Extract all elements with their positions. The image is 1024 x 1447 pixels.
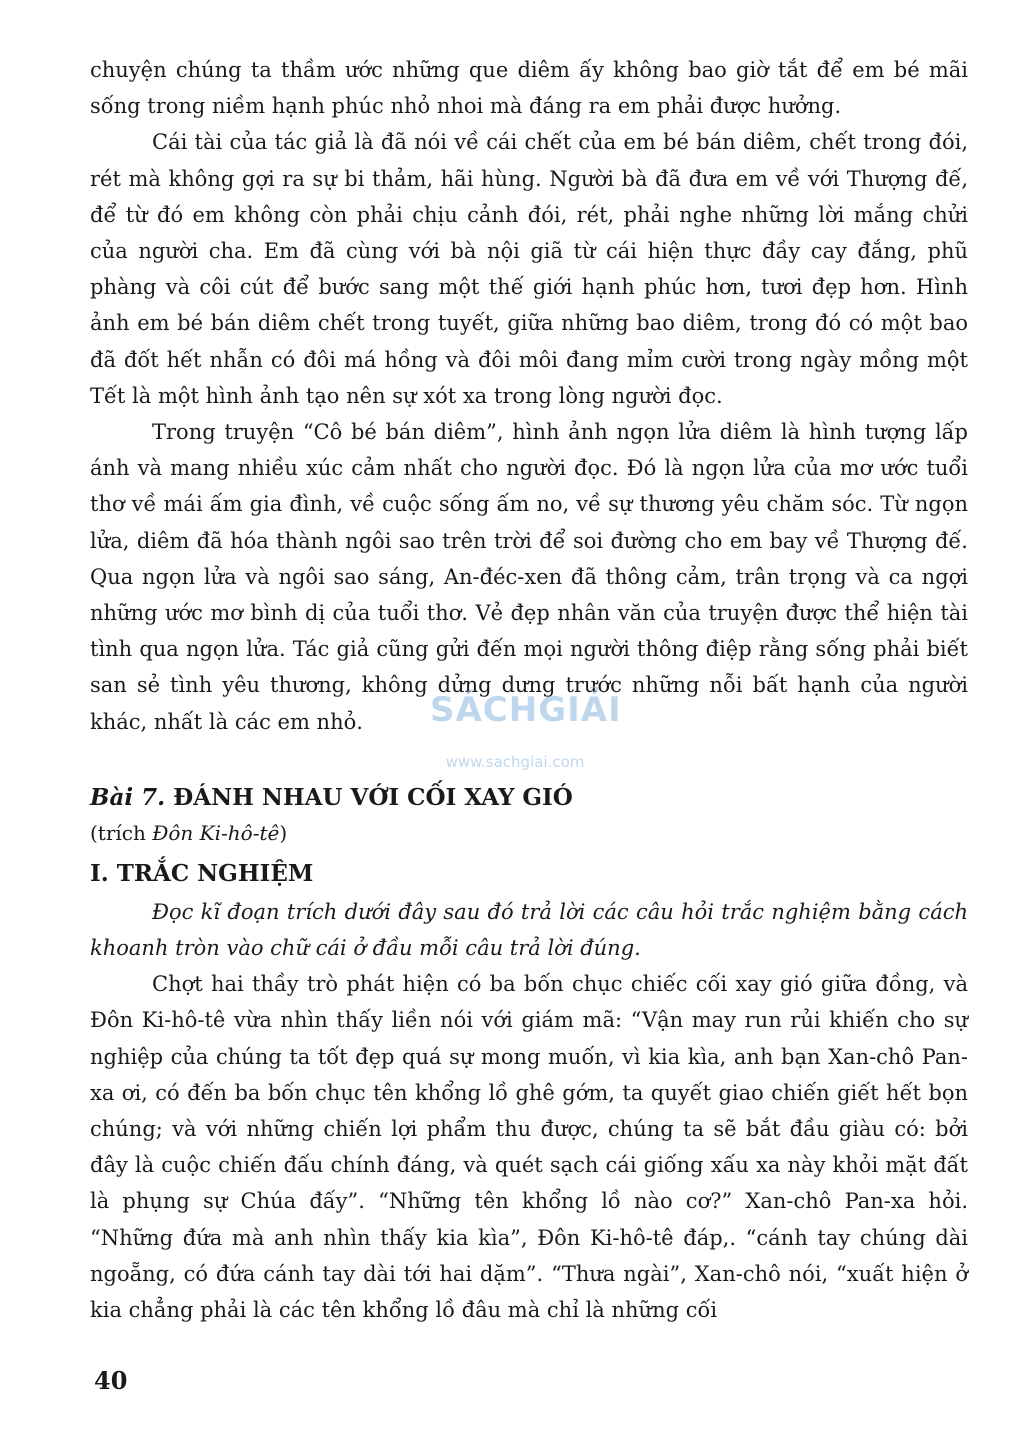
watermark-url: www.sachgiai.com bbox=[445, 753, 585, 771]
page-number: 40 bbox=[94, 1366, 128, 1395]
section-title: I. TRẮC NGHIỆM bbox=[90, 859, 314, 887]
lesson-subtitle-work: Đôn Ki-hô-tê bbox=[152, 820, 280, 845]
lesson-subtitle bbox=[90, 816, 968, 850]
lesson-heading bbox=[90, 780, 968, 850]
lesson-number: Bài 7. bbox=[90, 783, 166, 811]
paragraph-matchstick-flame: Trong truyện “Cô bé bán diêm”, hình ảnh ngọn lửa diêm là hình tượng lấp ánh và mang nhiều xúc cảm nhất cho người đọc. Đó là ngọn lửa của mơ ước tuổi thơ về mái ấm gia đình, về cuộc sống ấm no, về sự thương yêu chăm sóc. Từ ngọn lửa, diêm đã hóa thành ngôi sao trên trời để soi đường cho em bay về Thượng đế. Qua ngọn lửa và ngôi sao sáng, An-đéc-xen đã thông cảm, trân trọng và ca ngợi những ước mơ bình dị của tuổi thơ. Vẻ đẹp nhân văn của truyện được thể hiện tài tình qua ngọn lửa. Tác giả cũng gửi đến mọi người thông điệp rằng sống phải biết san sẻ tình yêu thương, không dửng dưng trước những nỗi bất hạnh của người khác, nhất là các em nhỏ. bbox=[90, 420, 968, 734]
page-body bbox=[90, 52, 968, 1328]
excerpt-paragraph: Chợt hai thầy trò phát hiện có ba bốn chục chiếc cối xay gió giữa đồng, và Đôn Ki-hô-tê vừa nhìn thấy liền nói với giám mã: “Vận may run rủi khiến cho sự nghiệp của chúng ta tốt đẹp quá sự mong muốn, vì kia kìa, anh bạn Xan-chô Pan-xa ơi, có đến ba bốn chục tên khổng lồ ghê gớm, ta quyết giao chiến giết hết bọn chúng; và với những chiến lợi phẩm thu được, chúng ta sẽ bắt đầu giàu có: bởi đây là cuộc chiến đấu chính đáng, và quét sạch cái giống xấu xa này khỏi mặt đất là phụng sự Chúa đấy”. “Những tên khổng lồ nào cơ?” Xan-chô Pan-xa hỏi. “Những đứa mà anh nhìn thấy kia kìa”, Đôn Ki-hô-tê đáp,. “cánh tay chúng dài ngoẵng, có đứa cánh tay dài tới hai dặm”. “Thưa ngài”, Xan-chô nói, “xuất hiện ở kia chẳng phải là các tên khổng lồ đâu mà chỉ là những cối bbox=[90, 972, 968, 1323]
lesson-subtitle-close: ) bbox=[279, 820, 288, 845]
lesson-title bbox=[90, 780, 968, 816]
paragraph-author-talent: Cái tài của tác giả là đã nói về cái chết của em bé bán diêm, chết trong đói, rét mà không gợi ra sự bi thảm, hãi hùng. Người bà đã đưa em về với Thượng đế, để từ đó em không còn phải chịu cảnh đói, rét, phải nghe những lời mắng chửi của người cha. Em đã cùng với bà nội giã từ cái hiện thực đầy cay đắng, phũ phàng và côi cút để bước sang một thế giới hạnh phúc hơn, tươi đẹp hơn. Hình ảnh em bé bán diêm chết trong tuyết, giữa những bao diêm, trong đó có một bao đã đốt hết nhẫn có đôi má hồng và đôi môi đang mỉm cười trong ngày mồng một Tết là một hình ảnh tạo nên sự xót xa trong lòng người đọc. bbox=[90, 130, 968, 408]
watermark-logo: SÁCHGIẢI bbox=[430, 690, 622, 730]
lesson-title-text: ĐÁNH NHAU VỚI CỐI XAY GIÓ bbox=[173, 783, 573, 811]
section-instruction: Đọc kĩ đoạn trích dưới đây sau đó trả lời các câu hỏi trắc nghiệm bằng cách khoanh tròn vào chữ cái ở đầu mỗi câu trả lời đúng. bbox=[90, 899, 968, 961]
lesson-subtitle-open: (trích bbox=[90, 820, 153, 845]
paragraph-continuation: chuyện chúng ta thầm ước những que diêm ấy không bao giờ tắt để em bé mãi sống trong niềm hạnh phúc nhỏ nhoi mà đáng ra em phải được hưởng. bbox=[90, 58, 968, 119]
